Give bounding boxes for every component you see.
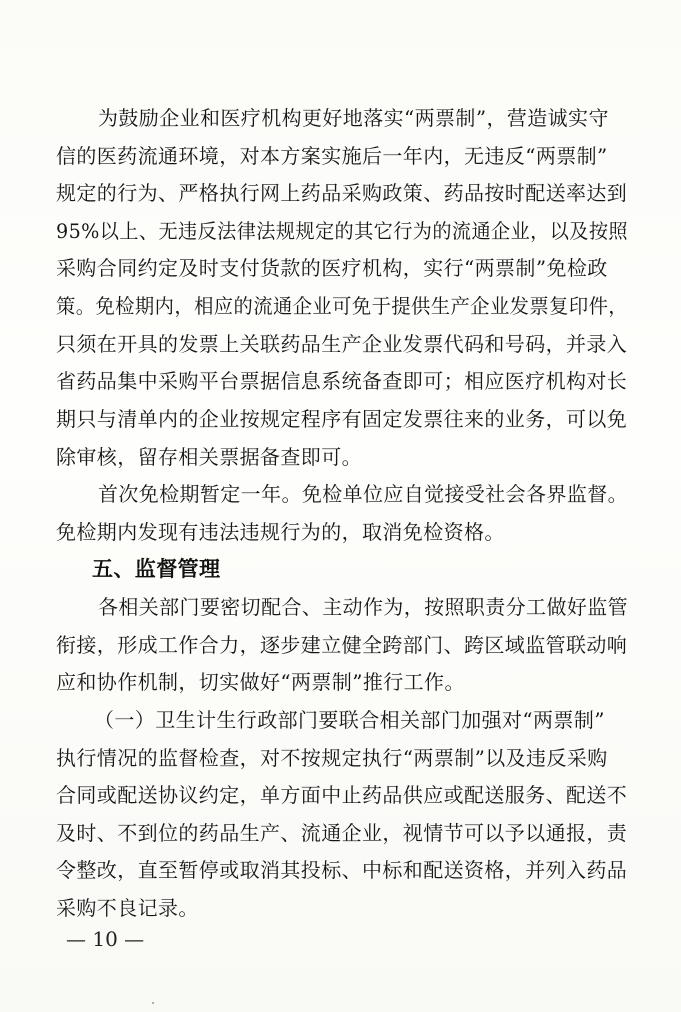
text-line bbox=[56, 328, 627, 360]
text-line bbox=[98, 102, 609, 134]
text-line bbox=[56, 666, 465, 698]
section-heading-text: 五、监督管理 bbox=[92, 557, 221, 581]
text-line-content: 应和协作机制，切实做好“两票制”推行工作。 bbox=[56, 670, 465, 694]
text-line-content: 省药品集中采购平台票据信息系统备查即可；相应医疗机构对长 bbox=[56, 369, 628, 393]
text-line bbox=[56, 441, 362, 473]
text-line-content: 期只与清单内的企业按规定程序有固定发票往来的业务，可以免 bbox=[56, 407, 628, 431]
text-line bbox=[56, 817, 627, 849]
text-line bbox=[56, 892, 199, 924]
text-line-content: 衔接，形成工作合力，逐步建立健全跨部门、跨区域监管联动响 bbox=[56, 633, 628, 657]
text-line bbox=[56, 854, 627, 886]
text-line bbox=[56, 742, 608, 774]
text-line-content: 令整改，直至暂停或取消其投标、中标和配送资格，并列入药品 bbox=[56, 858, 628, 882]
page-number: — 10 — bbox=[66, 927, 145, 951]
text-line bbox=[98, 478, 628, 510]
text-line-content: 采购不良记录。 bbox=[56, 896, 199, 920]
text-line-content: 免检期内发现有违法违规行为的，取消免检资格。 bbox=[56, 520, 505, 544]
text-line bbox=[56, 177, 627, 209]
scan-speck bbox=[152, 1002, 154, 1004]
text-line bbox=[56, 779, 627, 811]
text-line-content: 为鼓励企业和医疗机构更好地落实“两票制”，营造诚实守 bbox=[98, 106, 609, 130]
text-line-content: 合同或配送协议约定，单方面中止药品供应或配送服务、配送不 bbox=[56, 783, 628, 807]
text-line-content: 除审核，留存相关票据备查即可。 bbox=[56, 445, 362, 469]
text-line-content: 规定的行为、严格执行网上药品采购政策、药品按时配送率达到 bbox=[56, 181, 628, 205]
text-line bbox=[56, 365, 627, 397]
text-line-content: 及时、不到位的药品生产、流通企业，视情节可以予以通报，责 bbox=[56, 821, 628, 845]
text-line-content: 首次免检期暂定一年。免检单位应自觉接受社会各界监督。 bbox=[98, 482, 628, 506]
text-line bbox=[56, 403, 627, 435]
text-line-content: 95%以上、无违反法律法规规定的其它行为的流通企业，以及按照 bbox=[56, 219, 628, 243]
text-line bbox=[56, 629, 627, 661]
text-line-content: 策。免检期内，相应的流通企业可免于提供生产企业发票复印件， bbox=[56, 294, 629, 318]
text-line bbox=[98, 591, 628, 623]
text-line-content: 执行情况的监督检查，对不按规定执行“两票制”以及违反采购 bbox=[56, 746, 608, 770]
text-line-content: （一）卫生计生行政部门要联合相关部门加强对“两票制” bbox=[94, 708, 605, 732]
text-line bbox=[94, 704, 605, 736]
text-line-content: 采购合同约定及时支付货款的医疗机构，实行“两票制”免检政 bbox=[56, 256, 608, 280]
text-line bbox=[56, 140, 608, 172]
section-heading bbox=[92, 553, 220, 585]
text-line bbox=[56, 215, 652, 247]
text-line-content: 只须在开具的发票上关联药品生产企业发票代码和号码，并录入 bbox=[56, 332, 628, 356]
text-line-content: 信的医药流通环境，对本方案实施后一年内，无违反“两票制” bbox=[56, 144, 608, 168]
text-line bbox=[56, 290, 648, 322]
text-line bbox=[56, 516, 505, 548]
text-line-content: 各相关部门要密切配合、主动作为，按照职责分工做好监管 bbox=[98, 595, 628, 619]
text-line bbox=[56, 252, 608, 284]
